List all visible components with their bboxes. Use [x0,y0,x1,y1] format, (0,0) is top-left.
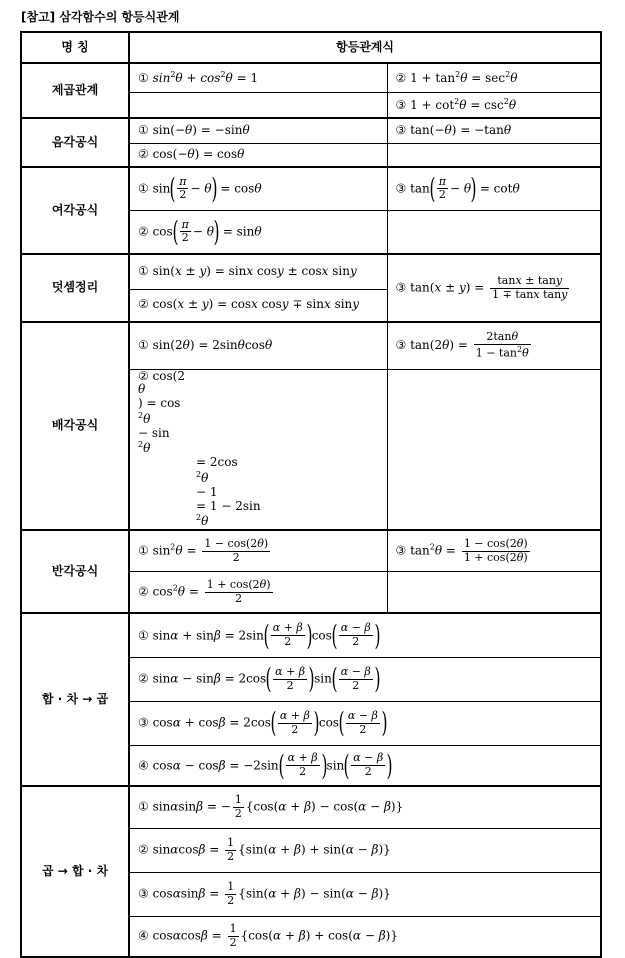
empty-cell [387,143,601,167]
formula: ③ cosαsinβ = $\frac{1}{2}$ {sin(α + β) − sin(α − β)} [129,872,601,916]
empty-cell [387,369,601,530]
group-cofunction: 여각공식 [21,167,129,254]
group-half-angle: 반각공식 [21,530,129,613]
header-row [21,32,601,63]
header-identity: 항등관계식 [129,32,601,63]
formula: ③ cosα + cosβ = 2cos( $\frac{\alpha + \beta}{2}$ )cos( $\frac{\alpha - \beta}{2}$ ) [129,701,601,745]
formula: ② $1 + \tan^2\theta = \sec^2\theta$ [387,63,601,92]
formula: ① sin(x ± y) = sinx cosy ± cosx siny [129,254,387,289]
formula: ④ cosαcosβ = $\frac{1}{2}$ {cos(α + β) + cos(α − β)} [129,916,601,957]
formula: ② cos(−θ) = cosθ [129,143,387,167]
empty-cell [387,571,601,613]
group-sum-to-product: 합 · 차 → 곱 [21,613,129,786]
formula: ③ tan( $\frac{\pi}{2}$ − θ) = cotθ [387,167,601,210]
formula: ② sinαcosβ = $\frac{1}{2}$ {sin(α + β) + sin(α − β)} [129,828,601,872]
formula: ③ tan(2θ) = $\frac{2\tan\theta}{1 - \tan^2\theta}$ [387,322,601,369]
formula: ② cos(2 θ ) = cos $^2$θ − sin $^2$θ = 2cos $^2$θ − 1 = 1 − 2sin $^2$θ [129,369,387,530]
formula: ① $\sin^2\theta$ = $\frac{1 - \cos(2\theta)}{2}$ [129,530,387,571]
formula: ④ cosα − cosβ = −2sin( $\frac{\alpha + \beta}{2}$ )sin( $\frac{\alpha - \beta}{2}$ ) [129,745,601,786]
group-double-angle: 배각공식 [21,322,129,530]
identity-table [20,31,602,958]
formula: ② sinα − sinβ = 2cos( $\frac{\alpha + \beta}{2}$ )sin( $\frac{\alpha - \beta}{2}$ ) [129,657,601,701]
empty-cell [129,92,387,118]
formula: ① $\sin^2\theta + \cos^2\theta = 1$ [129,63,387,92]
formula: ③ $\tan^2\theta$ = $\frac{1 - \cos(2\theta)}{1 + \cos(2\theta)}$ [387,530,601,571]
group-negative-angle: 음각공식 [21,118,129,167]
formula: ② cos(x ± y) = cosx cosy ∓ sinx siny [129,289,387,322]
formula: ③ $1 + \cot^2\theta = \csc^2\theta$ [387,92,601,118]
group-pythagorean: 제곱관계 [21,63,129,118]
formula: ③ tan(−θ) = −tanθ [387,118,601,143]
empty-cell [387,210,601,254]
formula: ① sin(−θ) = −sinθ [129,118,387,143]
formula: ① sinαsinβ = − $\frac{1}{2}$ {cos(α + β) − cos(α − β)} [129,786,601,828]
group-addition: 덧셈정리 [21,254,129,322]
formula: ① sin( $\frac{\pi}{2}$ − θ) = cosθ [129,167,387,210]
formula: ① sinα + sinβ = 2sin( $\frac{\alpha + \beta}{2}$ )cos( $\frac{\alpha - \beta}{2}$ ) [129,613,601,657]
header-name: 명 칭 [21,32,129,63]
formula: ③ tan(x ± y) = $\frac{\tan x \pm \tan y}{\text{1 ∓ tanx tany}}$ [387,254,601,322]
formula: ② cos( $\frac{\pi}{2}$ − θ) = sinθ [129,210,387,254]
formula: ① sin(2θ) = 2sinθcosθ [129,322,387,369]
formula: ② $\cos^2\theta$ = $\frac{1 + \cos(2\theta)}{2}$ [129,571,387,613]
page-title: [참고] 삼각함수의 항등식관계 [21,10,180,24]
group-product-to-sum: 곱 → 합 · 차 [21,786,129,957]
